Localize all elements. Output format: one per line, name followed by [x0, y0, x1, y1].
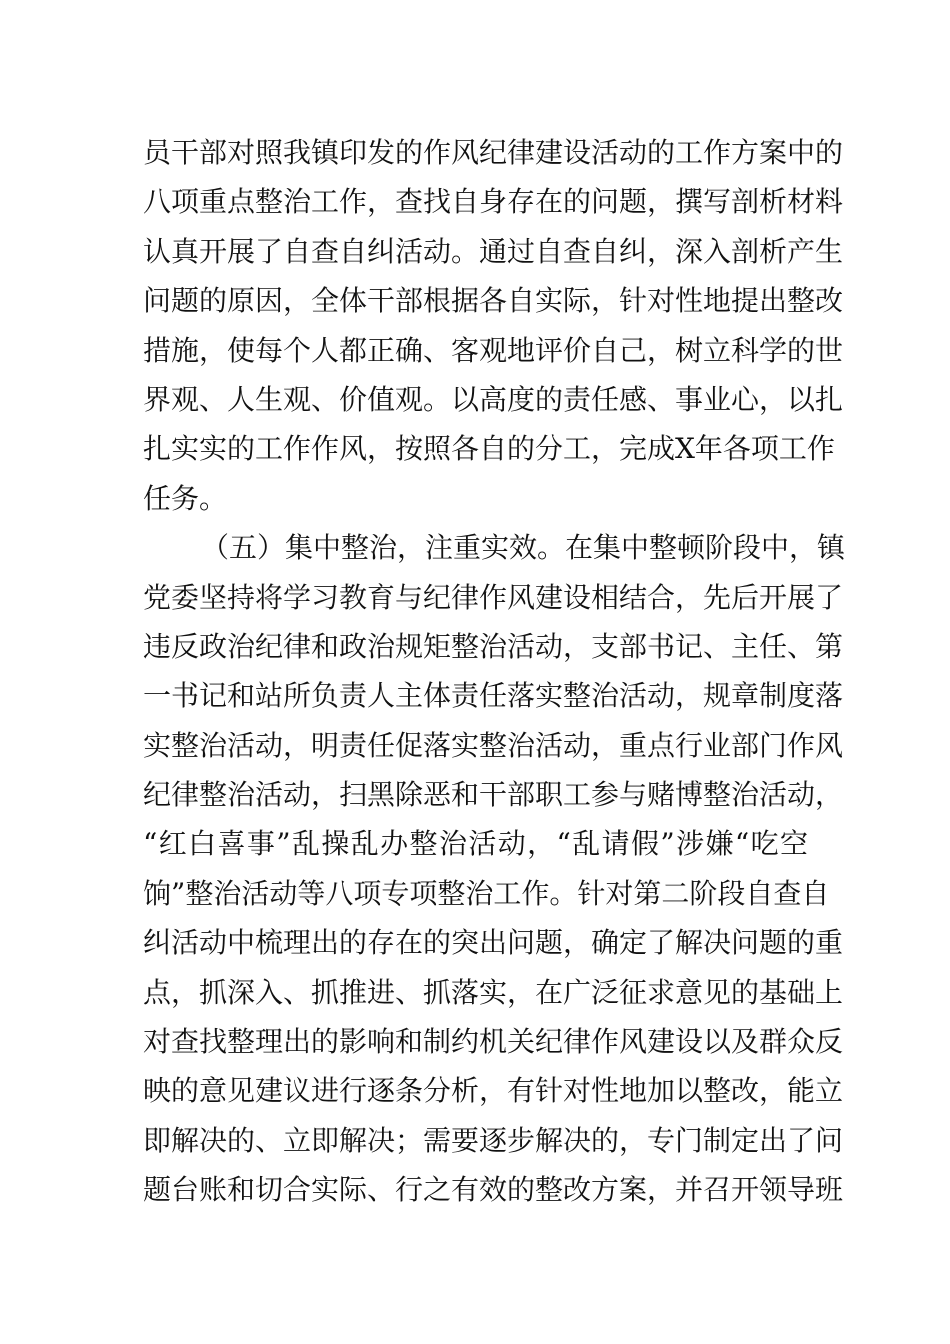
text-line: 员干部对照我镇印发的作风纪律建设活动的工作方案中的	[143, 136, 844, 169]
text-line: 界观、人生观、价值观。以高度的责任感、事业心，以扎	[143, 382, 844, 416]
text-line: 扎实实的工作作风，按照各自的分工，完成X年各项工作	[143, 432, 835, 466]
text-line: 即解决的、立即解决；需要逐步解决的，专门制定出了问	[143, 1123, 844, 1157]
text-line: 措施，使每个人都正确、客观地评价自己，树立科学的世	[143, 333, 844, 367]
document-body	[143, 128, 846, 1215]
text-line: 点，抓深入、抓推进、抓落实，在广泛征求意见的基础上	[143, 975, 844, 1009]
text-line: 认真开展了自查自纠活动。通过自查自纠，深入剖析产生	[143, 234, 844, 268]
text-line: 问题的原因，全体干部根据各自实际，针对性地提出整改	[143, 284, 844, 318]
text-line: 对查找整理出的影响和制约机关纪律作风建设以及群众反	[143, 1025, 844, 1059]
text-line: 任务。	[143, 481, 228, 515]
text-line: 题台账和切合实际、行之有效的整改方案，并召开领导班	[143, 1173, 844, 1207]
text-line: 党委坚持将学习教育与纪律作风建设相结合，先后开展了	[143, 580, 844, 614]
text-line: 八项重点整治工作，查找自身存在的问题，撰写剖析材料	[143, 185, 844, 219]
text-line: “红白喜事”乱操乱办整治活动，“乱请假”涉嫌“吃空	[143, 827, 808, 861]
text-line: 饷”整治活动等八项专项整治工作。针对第二阶段自查自	[143, 876, 830, 910]
text-line: 违反政治纪律和政治规矩整治活动，支部书记、主任、第	[143, 629, 844, 663]
text-line: 一书记和站所负责人主体责任落实整治活动，规章制度落	[143, 679, 844, 713]
text-line: 纠活动中梳理出的存在的突出问题，确定了解决问题的重	[143, 926, 844, 960]
text-line: 实整治活动，明责任促落实整治活动，重点行业部门作风	[143, 728, 844, 762]
text-line: 纪律整治活动，扫黑除恶和干部职工参与赌博整治活动，	[143, 778, 844, 812]
paragraph-continued	[143, 128, 844, 523]
section-heading-line: （五）集中整治，注重实效。在集中整顿阶段中，镇	[201, 531, 846, 565]
paragraph-section-five	[143, 523, 846, 1214]
text-line: 映的意见建议进行逐条分析，有针对性地加以整改，能立	[143, 1074, 844, 1108]
